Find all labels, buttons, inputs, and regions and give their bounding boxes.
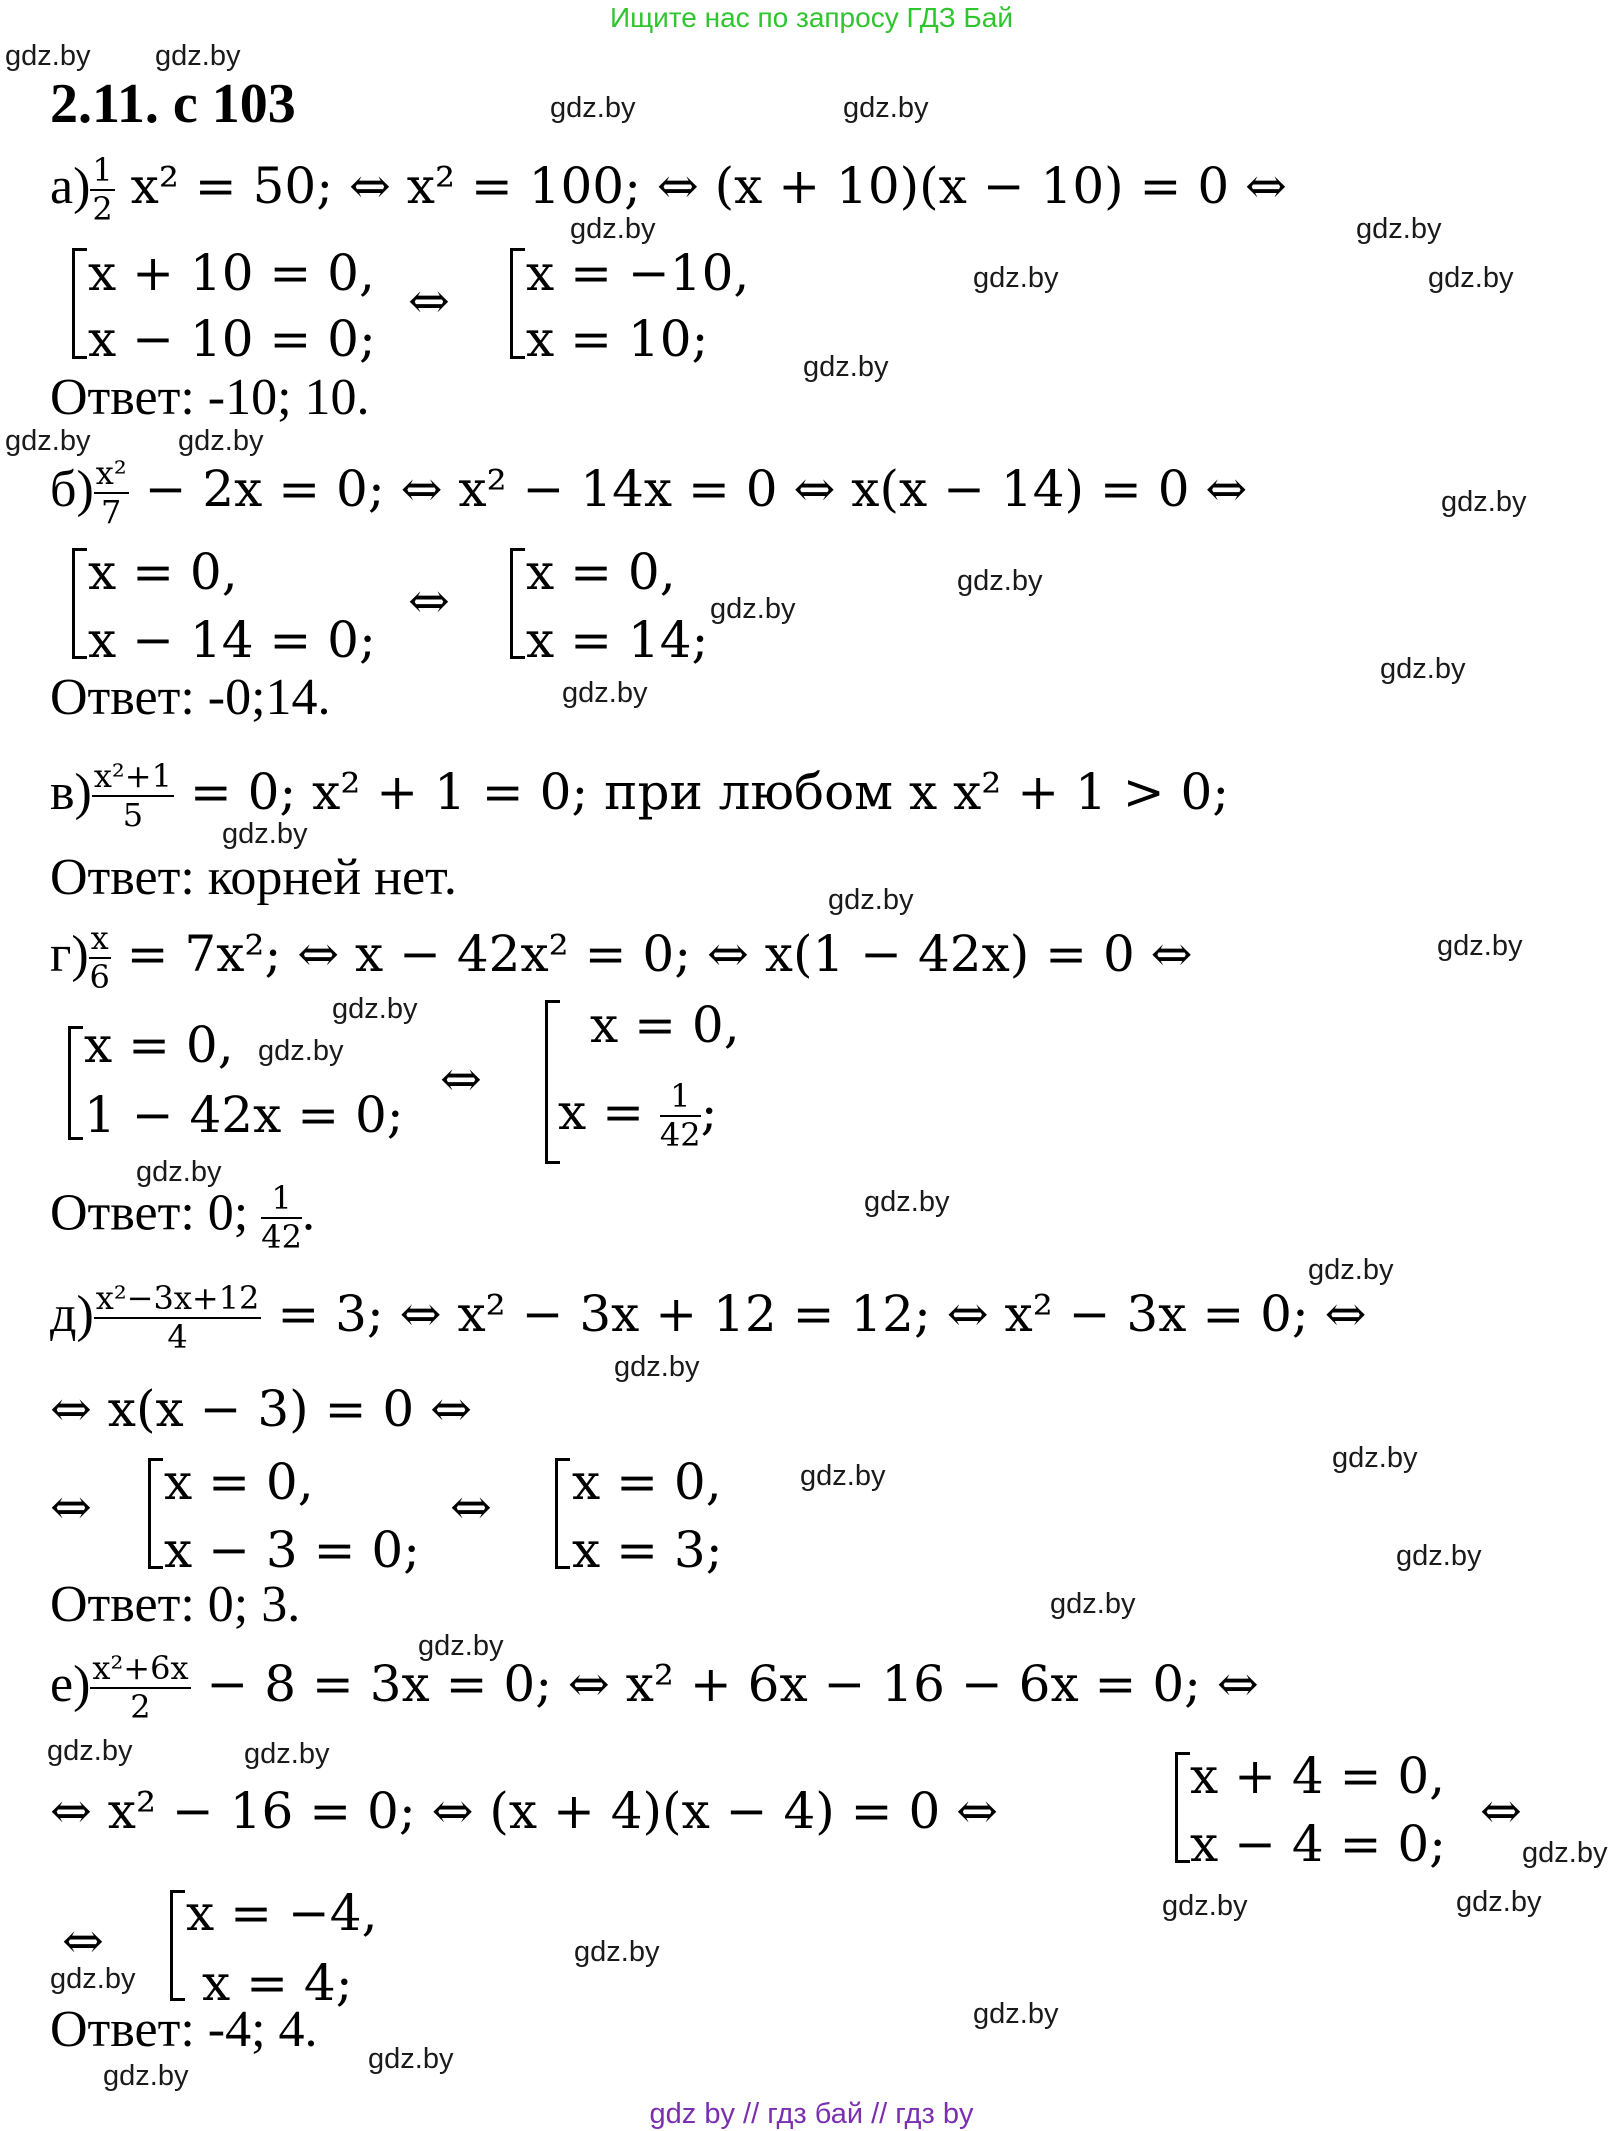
- part-g-system2-b: x = $\frac{1}{42}$ ;: [558, 1077, 718, 1154]
- watermark: gdz.by: [1162, 1890, 1248, 1922]
- watermark: gdz.by: [1308, 1254, 1394, 1286]
- system-bracket: [510, 248, 525, 359]
- part-d-system1: x = 0, x − 3 = 0;: [164, 1453, 421, 1579]
- part-e-line1: е) $\frac{\text{x²+6x}}{2}$ − 8 = 3x = 0; ⇔ x² + 6x − 16 − 6x = 0; ⇔: [50, 1649, 1259, 1726]
- watermark: gdz.by: [47, 1735, 133, 1767]
- watermark: gdz.by: [155, 40, 241, 72]
- system-bracket: [68, 1026, 83, 1140]
- watermark: gdz.by: [973, 262, 1059, 294]
- watermark: gdz.by: [5, 425, 91, 457]
- part-b-answer: Ответ: -0;14.: [50, 669, 331, 726]
- watermark: gdz.by: [1356, 213, 1442, 245]
- watermark: gdz.by: [843, 92, 929, 124]
- watermark: gdz.by: [368, 2043, 454, 2075]
- part-g-system2-a: x = 0,: [590, 996, 740, 1054]
- part-d-answer: Ответ: 0; 3.: [50, 1576, 301, 1633]
- watermark: gdz.by: [1396, 1540, 1482, 1572]
- watermark: gdz.by: [570, 213, 656, 245]
- search-banner: Ищите нас по запросу ГДЗ Бай: [609, 2, 1014, 33]
- system-bracket: [510, 548, 525, 659]
- watermark: gdz.by: [1441, 486, 1527, 518]
- part-g-system1: x = 0, 1 − 42x = 0;: [84, 1016, 404, 1144]
- watermark: gdz.by: [614, 1351, 700, 1383]
- watermark: gdz.by: [1332, 1442, 1418, 1474]
- task-heading: 2.11. с 103: [50, 73, 296, 135]
- watermark: gdz.by: [562, 677, 648, 709]
- watermark: gdz.by: [1050, 1588, 1136, 1620]
- part-b-system1: x = 0, x − 14 = 0;: [88, 543, 376, 669]
- part-d-line2: ⇔ x(x − 3) = 0 ⇔: [50, 1380, 472, 1438]
- system-bracket: [72, 548, 87, 659]
- equivalence-arrow: ⇔: [62, 1912, 104, 1970]
- watermark: gdz.by: [332, 993, 418, 1025]
- part-a-system1: x + 10 = 0, x − 10 = 0;: [88, 244, 376, 368]
- watermark: gdz.by: [1456, 1886, 1542, 1918]
- part-e-line2: ⇔ x² − 16 = 0; ⇔ (x + 4)(x − 4) = 0 ⇔: [50, 1782, 999, 1840]
- equivalence-arrow: ⇔: [408, 572, 450, 630]
- watermark: gdz.by: [1522, 1837, 1608, 1869]
- equivalence-arrow: ⇔: [50, 1478, 92, 1536]
- part-a-answer: Ответ: -10; 10.: [50, 369, 370, 426]
- watermark: gdz.by: [957, 565, 1043, 597]
- part-v-answer: Ответ: корней нет.: [50, 849, 457, 906]
- watermark: gdz.by: [1437, 930, 1523, 962]
- equivalence-arrow: ⇔: [450, 1478, 492, 1536]
- part-e-system2: x = −4, x = 4;: [186, 1884, 378, 2012]
- watermark: gdz.by: [178, 425, 264, 457]
- part-a-system2: x = −10, x = 10;: [526, 244, 750, 368]
- system-bracket: [555, 1458, 570, 1569]
- part-b-line1: б) $\frac{\text{x²}}{7}$ − 2x = 0; ⇔ x² − 14x = 0 ⇔ x(x − 14) = 0 ⇔: [50, 454, 1248, 531]
- part-a-line1: а) $\frac{1}{2}$ x² = 50; ⇔ x² = 100; ⇔ (x + 10)(x − 10) = 0 ⇔: [50, 151, 1287, 228]
- part-g-answer: Ответ: 0; $\frac{1}{42}$ .: [50, 1179, 315, 1256]
- watermark: gdz.by: [103, 2060, 189, 2092]
- part-b-system2: x = 0, x = 14;: [526, 543, 709, 669]
- system-bracket: [148, 1458, 163, 1569]
- part-e-answer: Ответ: -4; 4.: [50, 2001, 318, 2058]
- system-bracket: [72, 248, 87, 359]
- part-e-system1: x + 4 = 0, x − 4 = 0;: [1190, 1747, 1447, 1873]
- watermark: gdz.by: [1380, 653, 1466, 685]
- watermark: gdz.by: [828, 884, 914, 916]
- watermark: gdz.by: [550, 92, 636, 124]
- equivalence-arrow: ⇔: [1480, 1782, 1522, 1840]
- watermark: gdz.by: [800, 1460, 886, 1492]
- part-d-system2: x = 0, x = 3;: [572, 1453, 723, 1579]
- system-bracket: [170, 1890, 185, 2001]
- watermark: gdz.by: [864, 1186, 950, 1218]
- equivalence-arrow: ⇔: [408, 272, 450, 330]
- watermark: gdz.by: [574, 1936, 660, 1968]
- watermark: gdz.by: [258, 1035, 344, 1067]
- footer-links: gdz by // гдз бай // гдз by: [649, 2098, 974, 2130]
- part-g-line1: г) $\frac{x}{6}$ = 7x²; ⇔ x − 42x² = 0; ⇔ x(1 − 42x) = 0 ⇔: [50, 919, 1193, 996]
- watermark: gdz.by: [803, 351, 889, 383]
- system-bracket: [1175, 1752, 1190, 1863]
- watermark: gdz.by: [136, 1156, 222, 1188]
- watermark: gdz.by: [1428, 262, 1514, 294]
- watermark: gdz.by: [418, 1630, 504, 1662]
- watermark: gdz.by: [222, 818, 308, 850]
- part-v-line1: в) $\frac{\text{x²+1}}{5}$ = 0; x² + 1 = 0; при любом x x² + 1 > 0;: [50, 757, 1230, 834]
- equivalence-arrow: ⇔: [440, 1050, 482, 1108]
- watermark: gdz.by: [50, 1963, 136, 1995]
- part-d-line1: д) $\frac{\text{x²−3x+12}}{4}$ = 3; ⇔ x² − 3x + 12 = 12; ⇔ x² − 3x = 0; ⇔: [50, 1279, 1367, 1356]
- watermark: gdz.by: [244, 1738, 330, 1770]
- watermark: gdz.by: [5, 40, 91, 72]
- watermark: gdz.by: [710, 593, 796, 625]
- watermark: gdz.by: [973, 1998, 1059, 2030]
